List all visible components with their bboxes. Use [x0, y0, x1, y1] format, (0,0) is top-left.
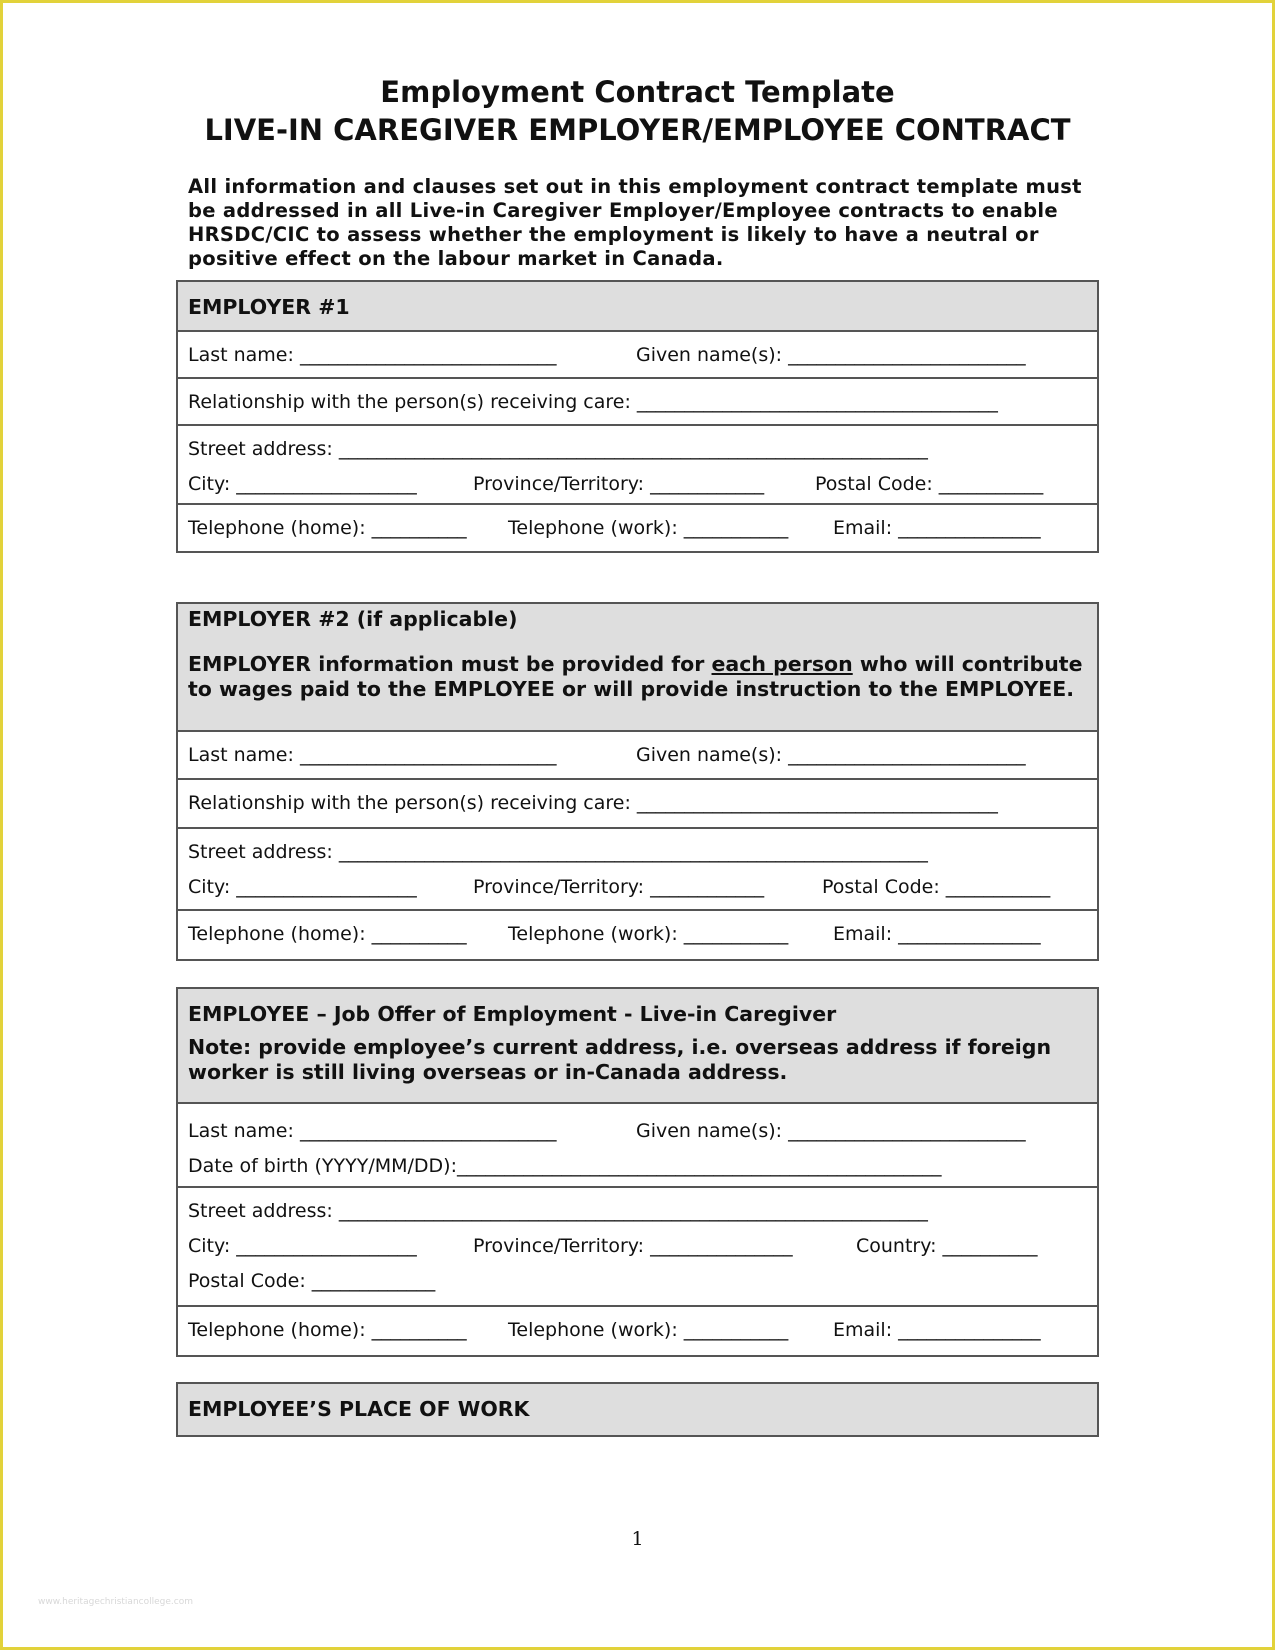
employer1-relationship-field[interactable]: Relationship with the person(s) receiving care: ______________________________________	[188, 391, 998, 413]
employee-name-row	[178, 1104, 1097, 1188]
employer2-tel-work-field[interactable]: Telephone (work): ___________	[508, 923, 789, 945]
employer2-street-field[interactable]: Street address: ______________________________________________________________	[188, 841, 928, 863]
employee-header	[178, 989, 1097, 1104]
employee-province-field[interactable]: Province/Territory: _______________	[473, 1235, 793, 1257]
employee-given-name-field[interactable]: Given name(s): _________________________	[636, 1120, 1026, 1142]
employee-email-field[interactable]: Email: _______________	[833, 1319, 1041, 1341]
employer2-section	[176, 602, 1099, 961]
employee-city-field[interactable]: City: ___________________	[188, 1235, 417, 1257]
employee-last-name-field[interactable]: Last name: ___________________________	[188, 1120, 557, 1142]
employer2-province-field[interactable]: Province/Territory: ____________	[473, 876, 765, 898]
employee-street-field[interactable]: Street address: ______________________________________________________________	[188, 1200, 928, 1222]
employee-tel-home-field[interactable]: Telephone (home): __________	[188, 1319, 467, 1341]
employee-heading: EMPLOYEE – Job Offer of Employment - Live-in Caregiver	[188, 1002, 837, 1026]
employer2-name-row	[178, 732, 1097, 780]
intro-paragraph: All information and clauses set out in this employment contract template must be addressed in all Live-in Caregiver Employer/Employee contracts to enable HRSDC/CIC to assess whether the employment is likely to have a neutral or positive effect on the labour market in Canada.	[188, 175, 1082, 270]
place-of-work-heading: EMPLOYEE’S PLACE OF WORK	[178, 1384, 1097, 1435]
employer1-last-name-field[interactable]: Last name: ___________________________	[188, 344, 557, 366]
employee-section	[176, 987, 1099, 1357]
employer2-phone-row	[178, 911, 1097, 959]
employer1-address-row	[178, 426, 1097, 505]
employee-postal-field[interactable]: Postal Code: _____________	[188, 1270, 436, 1292]
document-title: Employment Contract Template	[380, 75, 895, 109]
employee-country-field[interactable]: Country: __________	[856, 1235, 1038, 1257]
document-subtitle: LIVE-IN CAREGIVER EMPLOYER/EMPLOYEE CONTRACT	[204, 113, 1071, 147]
employer1-postal-field[interactable]: Postal Code: ___________	[815, 473, 1044, 495]
employer1-relationship-row	[178, 379, 1097, 426]
employer1-tel-home-field[interactable]: Telephone (home): __________	[188, 517, 467, 539]
employer1-given-name-field[interactable]: Given name(s): _________________________	[636, 344, 1026, 366]
employee-phone-row	[178, 1307, 1097, 1355]
employer1-city-field[interactable]: City: ___________________	[188, 473, 417, 495]
employer2-email-field[interactable]: Email: _______________	[833, 923, 1041, 945]
employer2-tel-home-field[interactable]: Telephone (home): __________	[188, 923, 467, 945]
employer1-heading: EMPLOYER #1	[178, 282, 1097, 332]
page-number: 1	[631, 1528, 644, 1550]
employer1-name-row	[178, 332, 1097, 379]
place-of-work-section	[176, 1382, 1099, 1437]
employer2-heading: EMPLOYER #2 (if applicable)	[188, 607, 518, 631]
employer2-note: EMPLOYER information must be provided for each person who will contribute to wages paid to the EMPLOYEE or will provide instruction to the EMPLOYEE.	[188, 652, 1083, 701]
employer2-header	[178, 604, 1097, 732]
employer2-last-name-field[interactable]: Last name: ___________________________	[188, 744, 557, 766]
employer2-relationship-field[interactable]: Relationship with the person(s) receiving care: ______________________________________	[188, 792, 998, 814]
employer1-phone-row	[178, 505, 1097, 551]
employer2-given-name-field[interactable]: Given name(s): _________________________	[636, 744, 1026, 766]
employer1-street-field[interactable]: Street address: ______________________________________________________________	[188, 438, 928, 460]
employer2-address-row	[178, 829, 1097, 911]
employer2-postal-field[interactable]: Postal Code: ___________	[822, 876, 1051, 898]
employee-note: Note: provide employee’s current address, i.e. overseas address if foreign worker is still living overseas or in-Canada address.	[188, 1035, 1052, 1084]
watermark: www.heritagechristiancollege.com	[38, 1597, 193, 1607]
each-person-emphasis: each person	[711, 652, 853, 676]
employee-tel-work-field[interactable]: Telephone (work): ___________	[508, 1319, 789, 1341]
employer1-tel-work-field[interactable]: Telephone (work): ___________	[508, 517, 789, 539]
employee-dob-field[interactable]: Date of birth (YYYY/MM/DD):___________________________________________________	[188, 1155, 942, 1177]
employer1-section	[176, 280, 1099, 553]
employee-address-row	[178, 1188, 1097, 1307]
employer2-city-field[interactable]: City: ___________________	[188, 876, 417, 898]
employer1-province-field[interactable]: Province/Territory: ____________	[473, 473, 765, 495]
employer2-relationship-row	[178, 780, 1097, 829]
employer1-email-field[interactable]: Email: _______________	[833, 517, 1041, 539]
